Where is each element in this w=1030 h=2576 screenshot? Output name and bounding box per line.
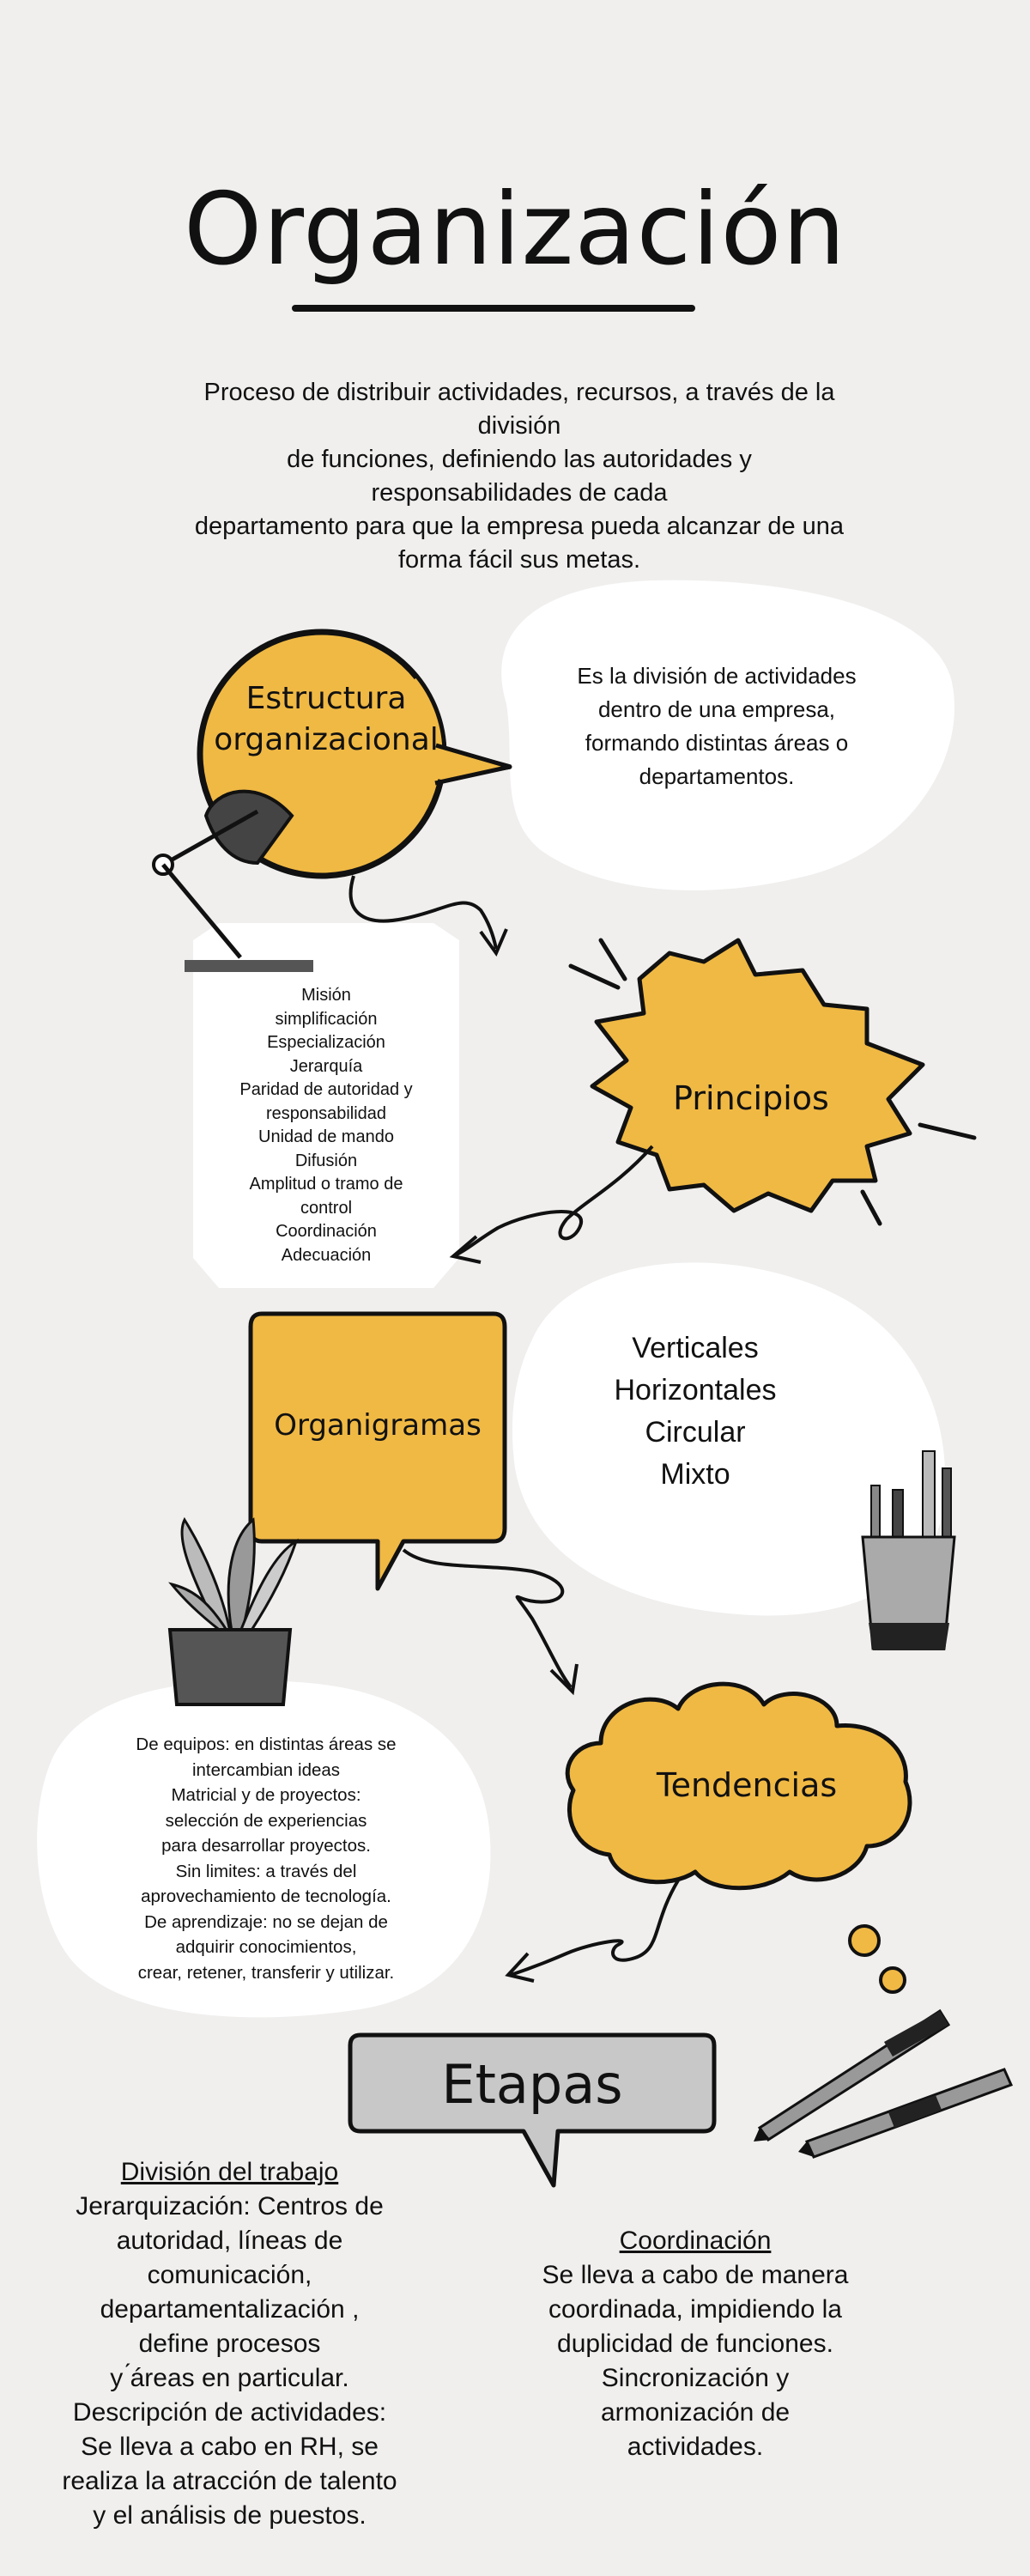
division-section: [26, 2155, 433, 2533]
title-underline: [292, 305, 695, 312]
division-line: realiza la atracción de talento: [62, 2467, 397, 2495]
estructura-label-line: Estructura: [245, 681, 407, 716]
tendencias-list: [82, 1732, 451, 1985]
principio-item: Paridad de autoridad y: [239, 1080, 413, 1099]
tendencia-item: Sin limites: a través del: [175, 1861, 357, 1881]
tendencia-item: De aprendizaje: no se dejan de: [144, 1911, 388, 1932]
tendencia-item: para desarrollar proyectos.: [161, 1836, 371, 1856]
principio-item: Especialización: [267, 1033, 385, 1052]
tendencia-item: adquirir conocimientos,: [175, 1937, 357, 1957]
organigramas-label: Organigramas: [274, 1408, 482, 1443]
arrow-4: [511, 1880, 678, 1975]
division-line: autoridad, líneas de: [116, 2227, 343, 2255]
page-title: Organización: [184, 172, 846, 288]
estructura-label-line: organizacional: [214, 722, 439, 757]
coordinacion-line: Sincronización y: [601, 2364, 790, 2392]
intro-line: forma fácil sus metas.: [397, 546, 641, 574]
principio-item: Adecuación: [281, 1245, 372, 1265]
principio-item: Amplitud o tramo de: [249, 1175, 403, 1194]
intro-line: de funciones, definiendo las autoridades y: [287, 446, 752, 473]
definition-line: Es la división de actividades: [577, 663, 857, 689]
division-line: departamentalización ,: [100, 2295, 360, 2324]
organigrama-type: Horizontales: [614, 1374, 777, 1406]
definition-line: dentro de una empresa,: [597, 696, 836, 722]
pens-icon: [754, 2011, 1011, 2157]
division-line: Jerarquización: Centros de: [76, 2192, 384, 2221]
coordinacion-line: coordinada, impidiendo la: [548, 2295, 842, 2324]
plant-icon: [170, 1520, 296, 1704]
intro-line: Proceso de distribuir actividades, recursos, a través de la: [203, 379, 835, 406]
division-line: comunicación,: [147, 2261, 312, 2289]
principio-item: responsabilidad: [265, 1103, 387, 1123]
estructura-definition: [536, 659, 897, 793]
tendencia-item: De equipos: en distintas áreas se: [136, 1735, 397, 1754]
principios-label: Principios: [673, 1079, 829, 1117]
estructura-label: [206, 678, 446, 761]
definition-line: departamentos.: [639, 763, 795, 789]
organigrama-type: Verticales: [632, 1332, 759, 1364]
principios-burst: [592, 940, 923, 1211]
principio-item: Difusión: [294, 1151, 358, 1170]
coordinacion-line: actividades.: [627, 2433, 764, 2461]
arrow-3: [403, 1550, 571, 1687]
principio-item: simplificación: [275, 1009, 378, 1029]
tendencia-item: crear, retener, transferir y utilizar.: [137, 1962, 395, 1983]
coordinacion-text: [506, 2258, 884, 2464]
principio-item: Misión: [301, 986, 351, 1005]
arrow-2: [455, 1146, 652, 1255]
definition-line: formando distintas áreas o: [585, 730, 849, 756]
coordinacion-section: [506, 2224, 884, 2464]
tendencia-item: selección de experiencias: [165, 1810, 367, 1831]
division-line: y ́áreas en particular.: [110, 2364, 349, 2392]
division-line: Descripción de actividades:: [72, 2398, 387, 2427]
coordinacion-line: Se lleva a cabo de manera: [542, 2261, 849, 2289]
division-title: División del trabajo: [120, 2158, 339, 2186]
division-line: y el análisis de puestos.: [93, 2501, 367, 2530]
etapas-label: Etapas: [441, 2053, 623, 2116]
principios-list: [210, 984, 442, 1267]
organigramas-types: [566, 1327, 824, 1496]
intro-line: departamento para que la empresa pueda alcanzar de una: [194, 513, 845, 540]
principio-item: Coordinación: [276, 1222, 377, 1241]
division-line: define procesos: [138, 2330, 321, 2358]
coordinacion-line: armonización de: [600, 2398, 791, 2427]
tendencias-label: Tendencias: [656, 1766, 838, 1804]
intro-line: división: [477, 412, 561, 440]
coordinacion-line: duplicidad de funciones.: [557, 2330, 833, 2358]
principio-item: Jerarquía: [289, 1056, 363, 1076]
tendencia-item: aprovechamiento de tecnología.: [141, 1886, 391, 1906]
principio-item: control: [300, 1198, 353, 1218]
tendencia-item: Matricial y de proyectos:: [171, 1785, 361, 1805]
organigrama-type: Circular: [645, 1416, 746, 1449]
tendencia-item: intercambian ideas: [191, 1759, 341, 1780]
intro-text: [159, 376, 880, 577]
division-text: [26, 2190, 433, 2533]
intro-line: responsabilidades de cada: [371, 479, 668, 507]
organigrama-type: Mixto: [660, 1458, 730, 1491]
principio-item: Unidad de mando: [258, 1127, 394, 1146]
division-line: Se lleva a cabo en RH, se: [81, 2433, 379, 2461]
coordinacion-title: Coordinación: [619, 2227, 772, 2255]
